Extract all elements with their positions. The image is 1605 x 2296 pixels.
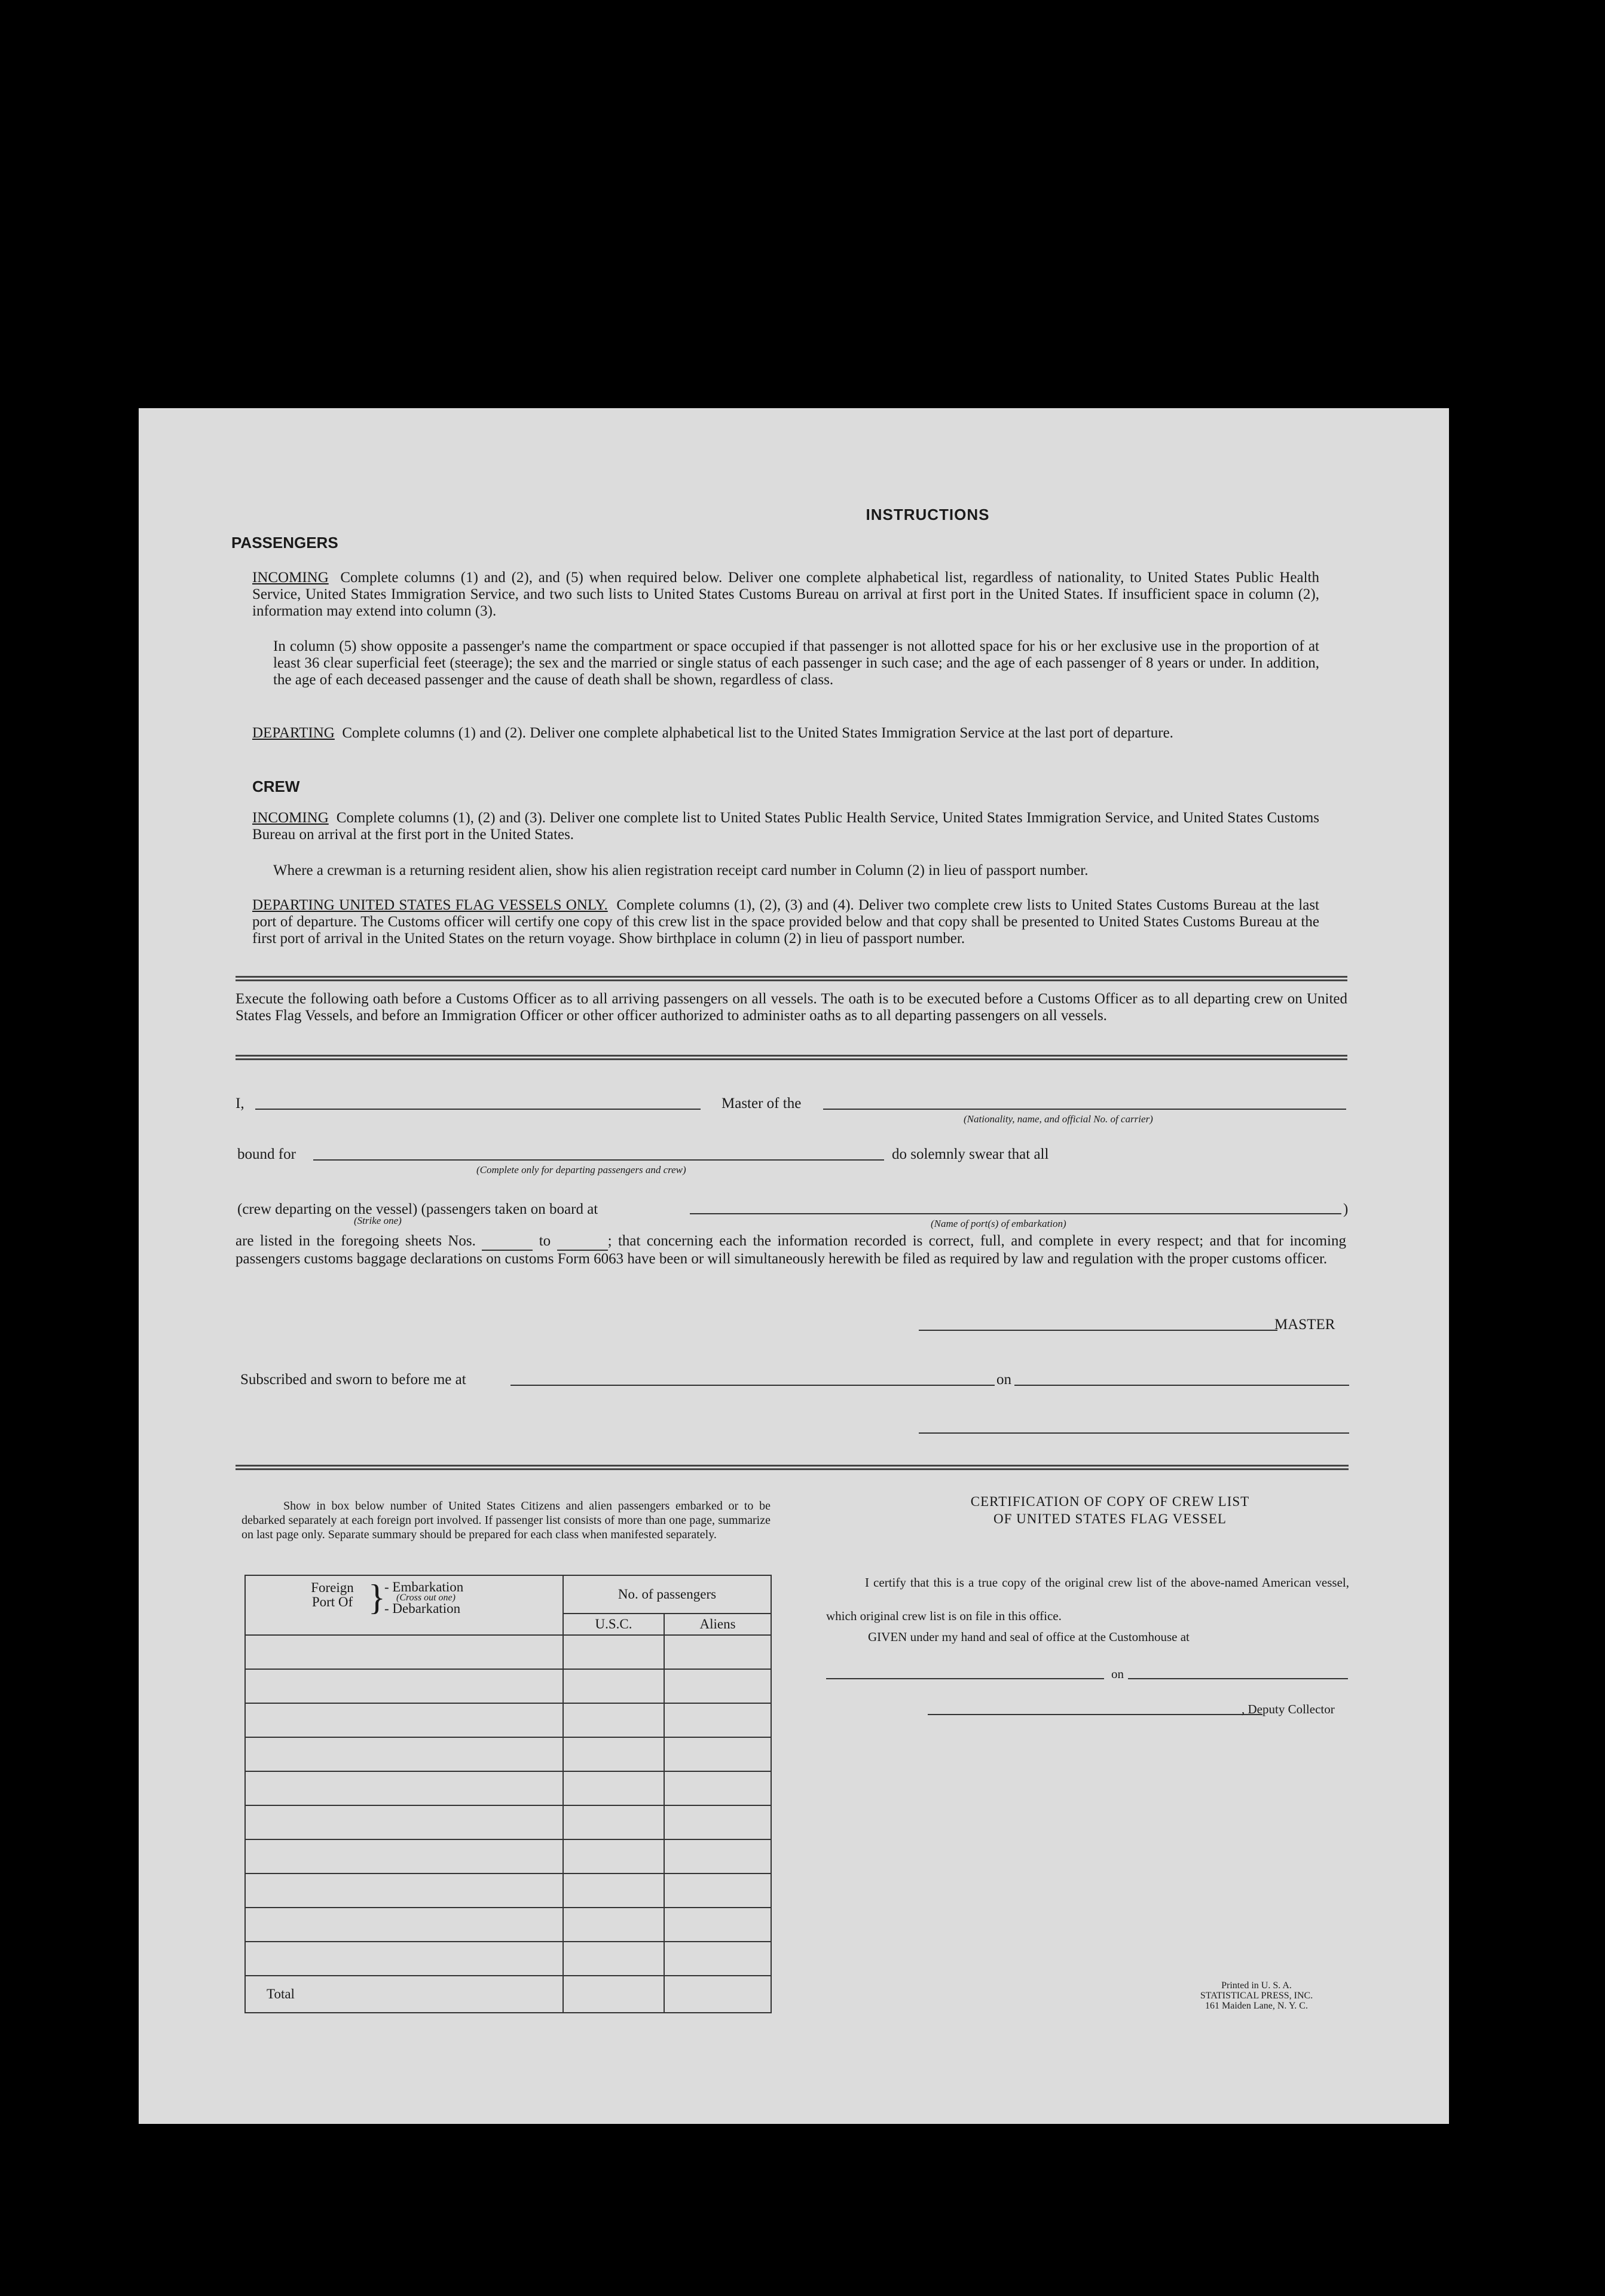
no-of-passengers-header: No. of passengers — [563, 1575, 771, 1614]
usc-cell[interactable] — [563, 1703, 664, 1737]
listed-text-b: ; that concerning each the information recorded is correct, full, and complete in every respect; and that for incoming passengers customs baggage declarations on customs Form 6063 have been or will simultaneously herewith be filed as required by law and regulation with the proper customs officer. — [236, 1233, 1347, 1267]
summary-row — [245, 1703, 771, 1737]
crew-incoming-paragraph — [252, 810, 1319, 843]
summary-row — [245, 1771, 771, 1805]
certification-title — [895, 1493, 1325, 1527]
certification-date-field[interactable] — [1128, 1678, 1348, 1679]
oath-i-label: I, — [236, 1095, 244, 1112]
given-text: GIVEN under my hand and seal of office at the Customhouse at — [868, 1630, 1190, 1644]
master-label: MASTER — [1274, 1317, 1335, 1333]
port-cell[interactable] — [245, 1908, 563, 1942]
usc-cell[interactable] — [563, 1737, 664, 1771]
port-cell[interactable] — [245, 1839, 563, 1873]
master-of-label: Master of the — [722, 1095, 802, 1112]
port-cell[interactable] — [245, 1805, 563, 1839]
passengers-departing-text: Complete columns (1) and (2). Deliver one complete alphabetical list to the United States Immigration Service at the last port of departure. — [342, 725, 1173, 741]
embarkation-port-field[interactable] — [690, 1213, 1341, 1214]
aliens-cell[interactable] — [664, 1908, 771, 1942]
summary-row — [245, 1669, 771, 1703]
close-paren: ) — [1343, 1201, 1349, 1217]
debarkation-label: - Debarkation — [384, 1601, 461, 1616]
aliens-cell[interactable] — [664, 1839, 771, 1873]
passengers-incoming-paragraph — [252, 570, 1319, 620]
crew-incoming-label: INCOMING — [252, 810, 329, 826]
aliens-cell[interactable] — [664, 1873, 771, 1908]
master-name-field[interactable] — [255, 1109, 701, 1110]
form-sheet — [139, 408, 1449, 2124]
crew-departing-label: DEPARTING UNITED STATES FLAG VESSELS ONLY. — [252, 897, 608, 913]
crew-departing-paragraph — [252, 897, 1319, 947]
passenger-summary-table — [244, 1575, 772, 2013]
usc-cell[interactable] — [563, 1669, 664, 1703]
port-cell[interactable] — [245, 1669, 563, 1703]
bound-for-label: bound for — [237, 1146, 296, 1162]
passengers-departing-label: DEPARTING — [252, 725, 335, 741]
port-cell[interactable] — [245, 1703, 563, 1737]
usc-cell[interactable] — [563, 1839, 664, 1873]
total-usc-cell[interactable] — [563, 1976, 664, 2013]
summary-row — [245, 1635, 771, 1669]
summary-instructions: Show in box below number of United States Citizens and alien passengers embarked or to be debarked separately at each foreign port involved. If passenger list consists of more than one page, summarize on last page only. Separate summary should be prepared for each class when manifested separately. — [241, 1499, 771, 1541]
usc-cell[interactable] — [563, 1908, 664, 1942]
divider — [236, 1465, 1349, 1470]
embarkation-hint: (Name of port(s) of embarkation) — [931, 1218, 1066, 1229]
sheet-to-field[interactable] — [557, 1233, 608, 1251]
carrier-hint: (Nationality, name, and official No. of carrier) — [964, 1113, 1153, 1125]
instructions-title: INSTRUCTIONS — [866, 506, 990, 524]
aliens-cell[interactable] — [664, 1703, 771, 1737]
oath-instructions: Execute the following oath before a Customs Officer as to all arriving passengers on all vessels. The oath is to be executed before a Customs Officer as to all departing crew on United States Flag Vessels, and before an Immigration Officer or other officer authorized to administer oaths as to all departing passengers on all vessels. — [236, 991, 1347, 1024]
port-cell[interactable] — [245, 1942, 563, 1976]
officer-signature-field[interactable] — [919, 1432, 1349, 1434]
usc-cell[interactable] — [563, 1635, 664, 1669]
subscribed-on-label: on — [996, 1372, 1011, 1388]
swear-label: do solemnly swear that all — [892, 1146, 1049, 1162]
divider — [236, 1055, 1347, 1060]
customhouse-field[interactable] — [826, 1678, 1104, 1679]
printer-line2: STATISTICAL PRESS, INC. — [1200, 1991, 1313, 2001]
sheet-from-field[interactable] — [482, 1233, 533, 1251]
deputy-label: , Deputy Collector — [1242, 1702, 1335, 1716]
crew-crewman-paragraph: Where a crewman is a returning resident alien, show his alien registration receipt card number in Column (2) in lieu of passport number. — [273, 862, 1089, 878]
certification-title-line1: CERTIFICATION OF COPY OF CREW LIST — [970, 1494, 1250, 1509]
port-cell[interactable] — [245, 1635, 563, 1669]
subscribed-label: Subscribed and sworn to before me at — [240, 1372, 466, 1388]
passengers-incoming-text: Complete columns (1) and (2), and (5) when required below. Deliver one complete alphabetical list, regardless of nationality, to United States Public Health Service, United States Immigration Service, and two such lists to United States Customs Bureau on arrival at first port in the United States. If insufficient space in column (2), information may extend into column (3). — [252, 570, 1319, 619]
divider — [236, 976, 1347, 981]
summary-row — [245, 1873, 771, 1908]
passengers-column5-paragraph: In column (5) show opposite a passenger's name the compartment or space occupied if that passenger is not allotted space for his or her exclusive use in the proportion of at least 36 clear superficial feet (steerage); the sex and the married or single status of each passenger in such case; and the age of each passenger of 8 years or under. In addition, the age of each deceased passenger and the cause of death shall be shown, regardless of class. — [273, 638, 1319, 688]
total-aliens-cell[interactable] — [664, 1976, 771, 2013]
crew-heading: CREW — [252, 777, 300, 795]
summary-row — [245, 1942, 771, 1976]
bound-for-hint: (Complete only for departing passengers and crew) — [476, 1164, 686, 1175]
port-header-cell — [245, 1575, 563, 1635]
passengers-incoming-label: INCOMING — [252, 570, 329, 586]
carrier-field[interactable] — [823, 1109, 1346, 1110]
aliens-header: Aliens — [664, 1614, 771, 1635]
passengers-heading: PASSENGERS — [231, 534, 338, 552]
total-label: Total — [245, 1976, 563, 2013]
port-cell[interactable] — [245, 1873, 563, 1908]
aliens-cell[interactable] — [664, 1805, 771, 1839]
certify-text: I certify that this is a true copy of the original crew list of the above-named American vessel, which original crew list is on file in this office. — [826, 1575, 1349, 1623]
summary-row — [245, 1839, 771, 1873]
cross-out-hint: (Cross out one) — [396, 1593, 455, 1603]
master-signature-field[interactable] — [919, 1330, 1277, 1331]
crew-departing-text: Complete columns (1), (2), (3) and (4). Deliver two complete crew lists to United States Customs Bureau at the last port of departure. The Customs officer will certify one copy of this crew list in the space provided below and that copy shall be presented to United States Customs Bureau at the first port of arrival in the United States on the return voyage. Show birthplace in column (2) in lieu of passport number. — [252, 897, 1319, 947]
printer-imprint — [1167, 1980, 1346, 2011]
strike-hint: (Strike one) — [354, 1215, 402, 1226]
passengers-departing-paragraph — [252, 725, 1319, 742]
summary-row — [245, 1737, 771, 1771]
usc-cell[interactable] — [563, 1805, 664, 1839]
aliens-cell[interactable] — [664, 1942, 771, 1976]
to-label: to — [539, 1233, 551, 1249]
listed-paragraph — [236, 1233, 1346, 1268]
usc-header: U.S.C. — [563, 1614, 664, 1635]
aliens-cell[interactable] — [664, 1635, 771, 1669]
summary-row — [245, 1908, 771, 1942]
port-cell[interactable] — [245, 1737, 563, 1771]
crew-departing-oath-label: (crew departing on the vessel) (passengers taken on board at — [237, 1201, 598, 1217]
aliens-cell[interactable] — [664, 1669, 771, 1703]
usc-cell[interactable] — [563, 1771, 664, 1805]
deputy-signature-field[interactable] — [928, 1714, 1262, 1715]
crew-incoming-text: Complete columns (1), (2) and (3). Deliver one complete list to United States Public Health Service, United States Immigration Service, and United States Customs Bureau on arrival at the first port in the United States. — [252, 810, 1319, 843]
aliens-cell[interactable] — [664, 1771, 771, 1805]
foreign-port-of-label: Foreign Port Of — [311, 1580, 354, 1609]
subscribed-place-field[interactable] — [510, 1385, 995, 1386]
certification-on-label: on — [1111, 1667, 1124, 1681]
printer-line1: Printed in U. S. A. — [1221, 1980, 1292, 1991]
usc-cell[interactable] — [563, 1873, 664, 1908]
usc-cell[interactable] — [563, 1942, 664, 1976]
printer-line3: 161 Maiden Lane, N. Y. C. — [1205, 2001, 1308, 2011]
certification-title-line2: OF UNITED STATES FLAG VESSEL — [993, 1511, 1227, 1526]
bound-for-field[interactable] — [313, 1159, 884, 1161]
brace-icon: } — [368, 1578, 386, 1617]
listed-text-a: are listed in the foregoing sheets Nos. — [236, 1233, 476, 1249]
aliens-cell[interactable] — [664, 1737, 771, 1771]
port-cell[interactable] — [245, 1771, 563, 1805]
subscribed-date-field[interactable] — [1014, 1385, 1349, 1386]
embarkation-label: - Embarkation — [384, 1579, 464, 1594]
summary-row — [245, 1805, 771, 1839]
